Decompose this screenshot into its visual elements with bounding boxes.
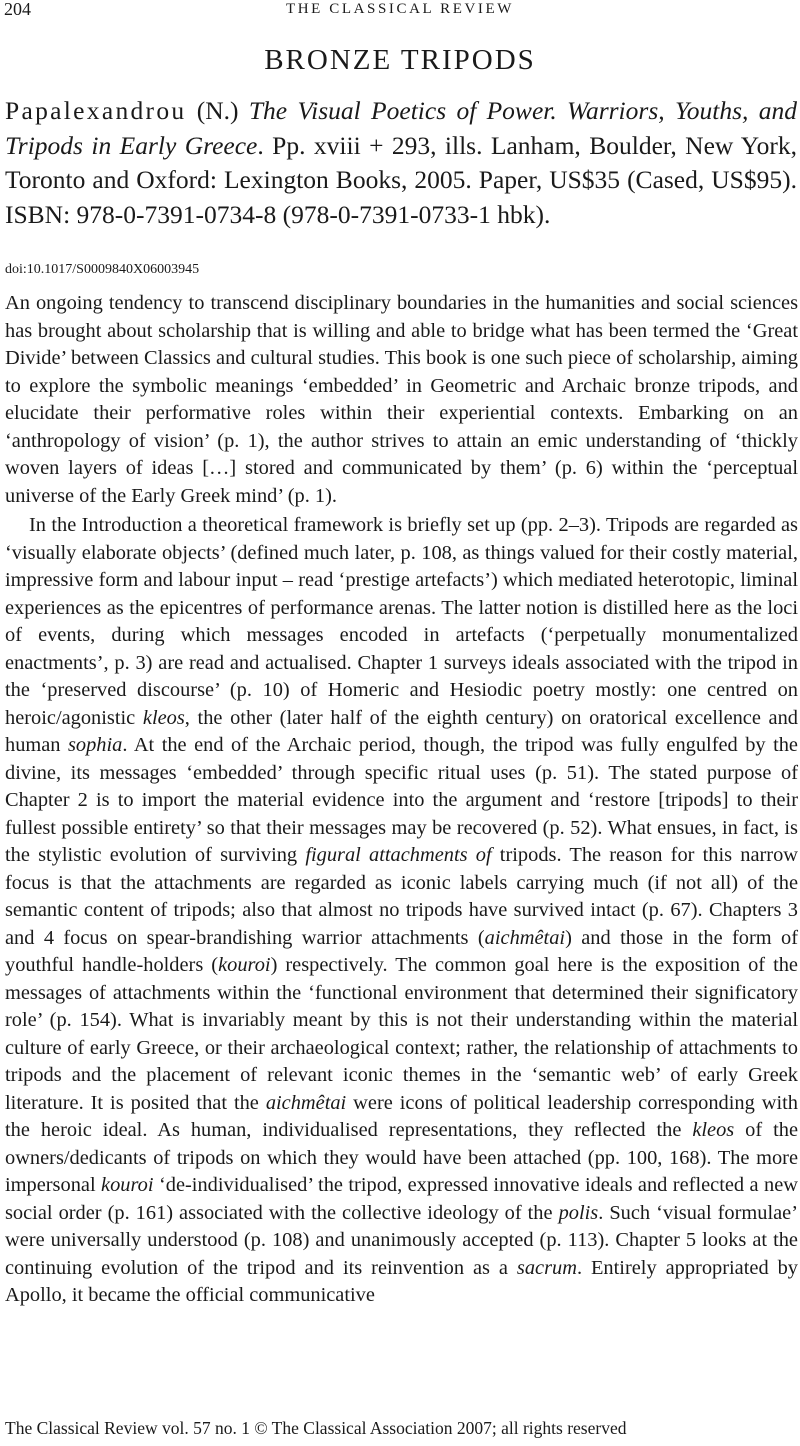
italic-term: kleos — [692, 1119, 735, 1141]
italic-term: figural attachments of — [305, 844, 492, 866]
text-run: tripods. The reason for this narrow focus is that the attachments are regarded as iconic labels carrying much (if not all) of the semantic content of tripods; also that almost no tripods have survived intact (p. 67). Chapters 3 and 4 focus on spear-brandishing warrior attachments ( — [5, 844, 799, 949]
text-run: , the other (later half of the eighth century) on oratorical excellence and human — [5, 706, 799, 756]
citation-initial: (N.) — [186, 96, 249, 125]
review-body — [5, 290, 798, 1310]
paragraph-1: An ongoing tendency to transcend disciplinary boundaries in the humanities and social sciences has brought about scholarship that is willing and able to bridge what has been termed the ‘Great Divide’ between Classics and cultural studies. This book is one such piece of scholarship, aiming to explore the symbolic meanings ‘embedded’ in Geometric and Archaic bronze tripods, and elucidate their performative roles within their experiential contexts. Embarking on an ‘anthropology of vision’ (p. 1), the author strives to attain an emic understanding of ‘thickly woven layers of ideas […] stored and communicated by them’ (p. 6) within the ‘perceptual universe of the Early Greek mind’ (p. 1). — [5, 292, 798, 507]
italic-term: sophia — [67, 734, 123, 756]
book-citation — [5, 94, 797, 232]
running-head: THE CLASSICAL REVIEW — [285, 1, 515, 17]
italic-term: polis — [558, 1201, 599, 1224]
text-run: ‘de-individualised’ the tripod, expressed innovative ideals and reflected a new social order (p. 161) associated with the collective ideology of the — [5, 1174, 798, 1224]
text-run: . Such ‘visual formulae’ were universally understood (p. 108) and unanimously accepted (p. 113). Chapter 5 looks at the continuing evolution of the tripod and its reinvention as a — [5, 1201, 798, 1279]
text-run: . At the end of the Archaic period, though, the tripod was fully engulfed by the divine, its messages ‘embedded’ through specific ritual uses (p. 51). The stated purpose of Chapter 2 is to import the material evidence into the argument and ‘restore [tripods] to their fullest possible entirety’ so that their messages may be recovered (p. 52). What ensues, in fact, is the stylistic evolution of surviving — [5, 734, 798, 866]
text-run: ) respectively. The common goal here is the exposition of the messages of attachments within the ‘functional environment that determined their significatory role’ (p. 154). What is invariably meant by this is not their understanding within the material culture of early Greece, or their archaeological context; rather, the relationship of attachments to tripods and the placement of relevant iconic themes in the ‘semantic web’ of early Greek literature. It is posited that the — [5, 954, 798, 1114]
italic-term: kleos — [142, 706, 185, 729]
italic-term: aichmêtai — [484, 926, 566, 949]
italic-term: aichmêtai — [265, 1091, 347, 1114]
citation-details: . Pp. xviii + 293, ills. Lanham, Boulder, New York, Toronto and Oxford: Lexington Books, 2005. Paper, US$35 (Cased, US$95). ISBN: 978-0-7391-0734-8 (978-0-7391-0733-1 hbk). — [5, 130, 798, 229]
text-run: were icons of political leadership corresponding with the heroic ideal. As human, individualised representations, they reflected the — [5, 1091, 799, 1141]
text-run: . Entirely appropriated by Apollo, it became the official communicative — [5, 1256, 798, 1306]
text-run: ) and those in the form of youthful handle-holders ( — [5, 926, 798, 976]
footer-copyright: The Classical Review vol. 57 no. 1 © The Classical Association 2007; all rights reserved — [5, 1418, 627, 1438]
citation-author: Papalexandrou — [5, 96, 187, 125]
citation-book-title: The Visual Poetics of Power. Warriors, Youths, and Tripods in Early Greece — [5, 96, 797, 160]
italic-term: kouroi — [218, 954, 271, 976]
text-run: of the owners/dedicants of tripods on which they would have been attached (pp. 100, 168). The more impersonal — [5, 1119, 798, 1196]
text-run: In the Introduction a theoretical framework is briefly set up (pp. 2–3). Tripods are regarded as ‘visually elaborate objects’ (defined much later, p. 108, as things valued for their costly material, impressive form and labour input – read ‘prestige artefacts’) which mediated heterotopic, liminal experiences as the epicentres of performance arenas. The latter notion is distilled here as the loci of events, during which messages encoded in artefacts (‘perpetually monumentalized enactments’, p. 3) are read and actualised. Chapter 1 surveys ideals associated with the tripod in the ‘preserved discourse’ (p. 10) of Homeric and Hesiodic poetry mostly: one centred on heroic/agonistic — [5, 514, 798, 729]
italic-term: kouroi — [101, 1174, 154, 1196]
section-title: BRONZE TRIPODS — [264, 44, 536, 76]
page-number: 204 — [4, 0, 31, 19]
doi: doi:10.1017/S0009840X06003945 — [5, 262, 200, 277]
italic-term: sacrum — [516, 1256, 577, 1279]
paragraph-2 — [5, 512, 798, 1310]
